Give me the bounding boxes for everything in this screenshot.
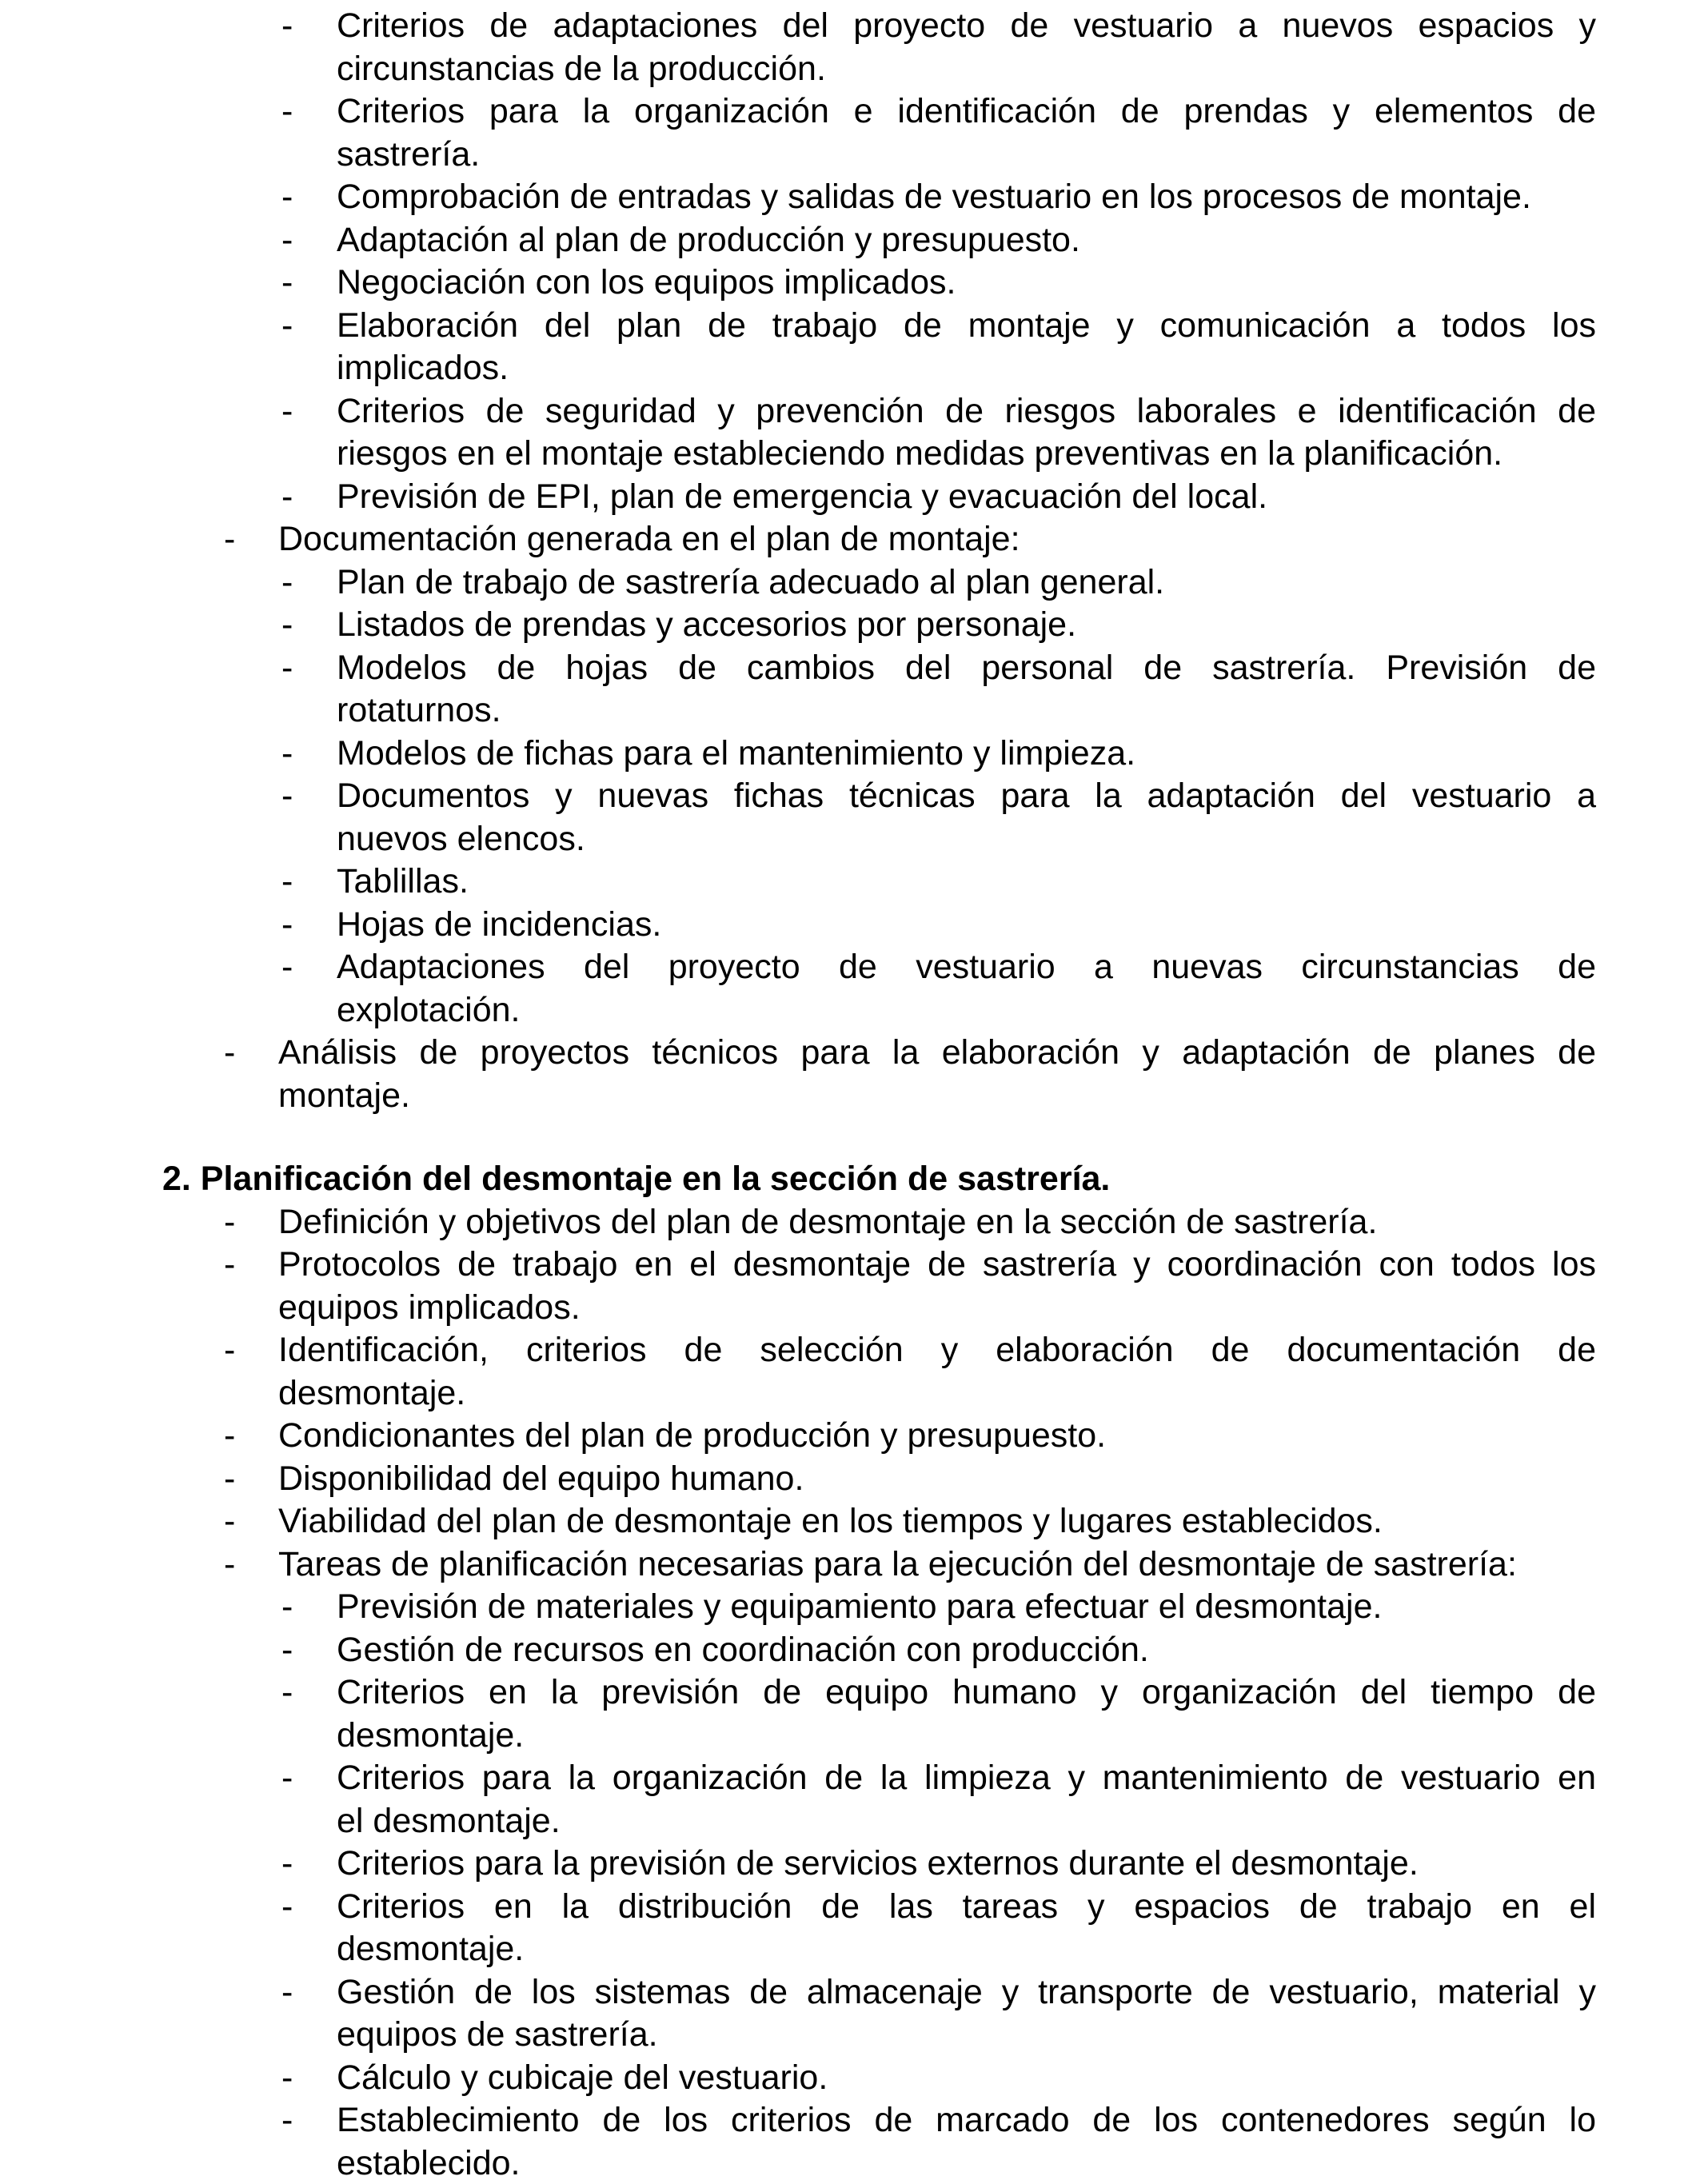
list-item-line: Análisis de proyectos técnicos para la elaboración y adaptación de planes de <box>278 1033 1596 1072</box>
bullet-dash: - <box>281 1630 293 1669</box>
bullet-dash: - <box>224 1502 236 1540</box>
bullet-dash: - <box>281 1759 293 1797</box>
list-item-line: Previsión de EPI, plan de emergencia y evacuación del local. <box>337 477 1268 516</box>
list-item-line: Documentación generada en el plan de montaje: <box>278 520 1020 558</box>
list-item-line: rotaturnos. <box>337 691 501 729</box>
list-item-line: desmontaje. <box>337 1930 525 1968</box>
list-item-line: Tablillas. <box>337 862 469 900</box>
list-item-line: Criterios de seguridad y prevención de riesgos laborales e identificación de <box>337 391 1596 430</box>
list-item-line: equipos de sastrería. <box>337 2015 658 2054</box>
list-item-line: Adaptación al plan de producción y presupuesto. <box>337 220 1080 259</box>
list-item-line: sastrería. <box>337 134 481 174</box>
list-item-line: Plan de trabajo de sastrería adecuado al plan general. <box>337 562 1165 601</box>
list-item-line: implicados. <box>337 349 509 387</box>
bullet-dash: - <box>224 1331 236 1369</box>
list-item-line: desmontaje. <box>278 1373 466 1412</box>
list-item-line: Criterios en la distribución de las tareas y espacios de trabajo en el <box>337 1887 1596 1926</box>
bullet-dash: - <box>281 948 293 986</box>
bullet-dash: - <box>281 1972 293 2011</box>
list-item-line: Hojas de incidencias. <box>337 904 662 944</box>
bullet-dash: - <box>281 777 293 815</box>
list-item-line: Previsión de materiales y equipamiento para efectuar el desmontaje. <box>337 1587 1383 1626</box>
bullet-dash: - <box>281 862 293 900</box>
bullet-dash: - <box>281 92 293 130</box>
list-item-line: nuevos elencos. <box>337 819 585 858</box>
bullet-dash: - <box>281 2101 293 2139</box>
list-item-line: Documentos y nuevas fichas técnicas para la adaptación del vestuario a <box>337 777 1596 815</box>
list-item-line: riesgos en el montaje estableciendo medidas preventivas en la planificación. <box>337 434 1503 473</box>
list-item-line: explotación. <box>337 990 521 1029</box>
bullet-dash: - <box>281 6 293 45</box>
bullet-dash: - <box>281 904 293 944</box>
bullet-dash: - <box>281 263 293 301</box>
list-item-line: Protocolos de trabajo en el desmontaje de sastrería y coordinación con todos los <box>278 1245 1596 1284</box>
bullet-dash: - <box>281 178 293 216</box>
bullet-dash: - <box>224 1202 236 1241</box>
list-item-line: establecido. <box>337 2143 521 2182</box>
list-item-line: el desmontaje. <box>337 1801 561 1840</box>
bullet-dash: - <box>281 391 293 430</box>
bullet-dash: - <box>281 733 293 773</box>
list-item-line: Elaboración del plan de trabajo de montaje y comunicación a todos los <box>337 305 1596 345</box>
list-item-line: Comprobación de entradas y salidas de vestuario en los procesos de montaje. <box>337 178 1531 216</box>
bullet-dash: - <box>281 1673 293 1711</box>
list-item-line: Criterios para la organización e identificación de prendas y elementos de <box>337 92 1596 130</box>
bullet-dash: - <box>224 520 236 558</box>
list-item-line: Criterios de adaptaciones del proyecto de vestuario a nuevos espacios y <box>337 6 1596 45</box>
bullet-dash: - <box>281 220 293 259</box>
list-item-line: Negociación con los equipos implicados. <box>337 263 956 301</box>
list-item-line: Listados de prendas y accesorios por personaje. <box>337 605 1077 644</box>
bullet-dash: - <box>224 1459 236 1498</box>
bullet-dash: - <box>281 305 293 345</box>
list-item-line: equipos implicados. <box>278 1288 581 1327</box>
bullet-dash: - <box>281 1887 293 1926</box>
list-item-line: Identificación, criterios de selección y elaboración de documentación de <box>278 1331 1596 1369</box>
bullet-dash: - <box>281 648 293 687</box>
list-item-line: Establecimiento de los criterios de marcado de los contenedores según lo <box>337 2101 1596 2139</box>
list-item-line: Criterios para la previsión de servicios externos durante el desmontaje. <box>337 1844 1419 1883</box>
bullet-dash: - <box>281 605 293 644</box>
section-heading: 2. Planificación del desmontaje en la sección de sastrería. <box>162 1160 1111 1198</box>
list-item-line: Disponibilidad del equipo humano. <box>278 1459 804 1498</box>
bullet-dash: - <box>281 1587 293 1626</box>
list-item-line: circunstancias de la producción. <box>337 49 826 88</box>
list-item-line: Criterios en la previsión de equipo humano y organización del tiempo de <box>337 1673 1596 1711</box>
list-item-line: Cálculo y cubicaje del vestuario. <box>337 2058 828 2097</box>
list-item-line: Tareas de planificación necesarias para la ejecución del desmontaje de sastrería: <box>278 1544 1517 1583</box>
bullet-dash: - <box>281 1844 293 1883</box>
list-item-line: Definición y objetivos del plan de desmontaje en la sección de sastrería. <box>278 1202 1378 1241</box>
bullet-dash: - <box>224 1416 236 1455</box>
list-item-line: Gestión de los sistemas de almacenaje y transporte de vestuario, material y <box>337 1972 1596 2011</box>
list-item-line: Modelos de fichas para el mantenimiento y limpieza. <box>337 733 1136 773</box>
list-item-line: Condicionantes del plan de producción y presupuesto. <box>278 1416 1107 1455</box>
list-item-line: desmontaje. <box>337 1715 525 1755</box>
bullet-dash: - <box>224 1245 236 1284</box>
list-item-line: Modelos de hojas de cambios del personal de sastrería. Previsión de <box>337 648 1596 687</box>
bullet-dash: - <box>281 562 293 601</box>
bullet-dash: - <box>281 477 293 516</box>
bullet-dash: - <box>224 1544 236 1583</box>
list-item-line: Adaptaciones del proyecto de vestuario a nuevas circunstancias de <box>337 948 1596 986</box>
bullet-dash: - <box>224 1033 236 1072</box>
list-item-line: Criterios para la organización de la limpieza y mantenimiento de vestuario en <box>337 1759 1596 1797</box>
list-item-line: Gestión de recursos en coordinación con producción. <box>337 1630 1149 1669</box>
list-item-line: Viabilidad del plan de desmontaje en los tiempos y lugares establecidos. <box>278 1502 1383 1540</box>
bullet-dash: - <box>281 2058 293 2097</box>
list-item-line: montaje. <box>278 1076 410 1115</box>
